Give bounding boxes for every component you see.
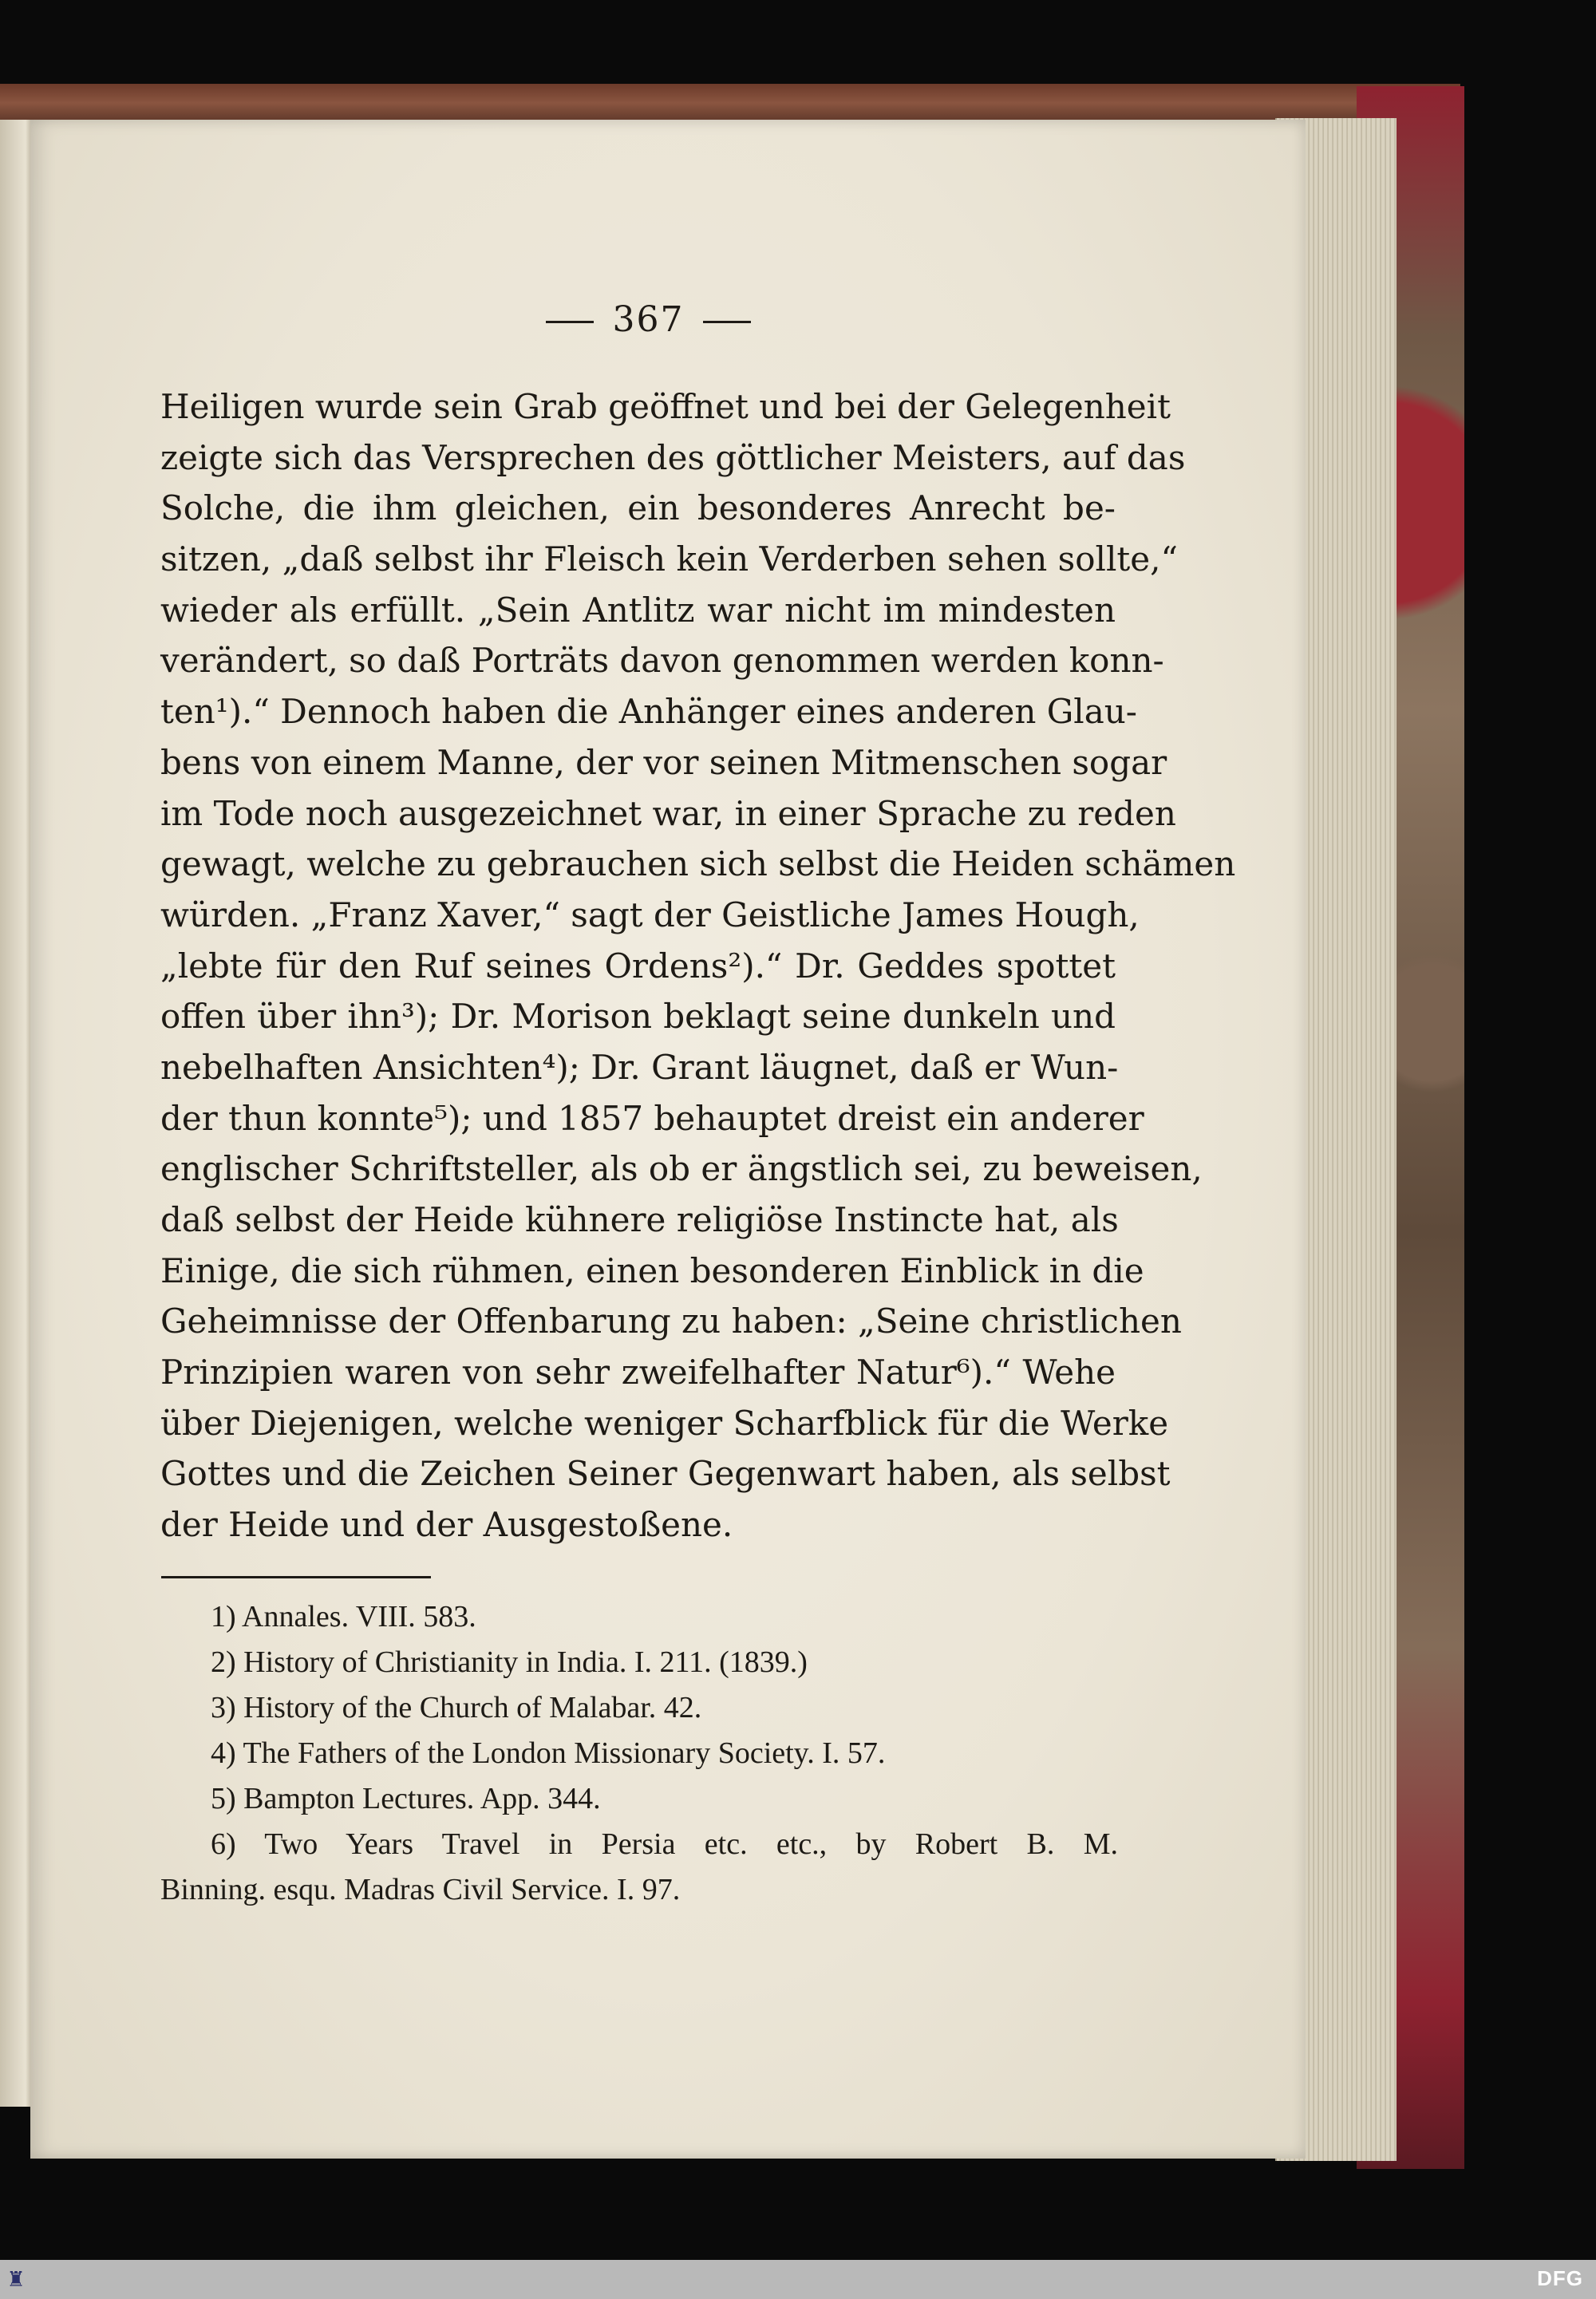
body-line: Prinzipien waren von sehr zweifelhafter Natur⁶).“ Wehe [160, 1353, 1116, 1392]
body-line: daß selbst der Heide kühnere religiöse Instincte hat, als [160, 1200, 1119, 1239]
body-line: gewagt, welche zu gebrauchen sich selbst die Heiden schämen [160, 844, 1236, 884]
body-line: würden. „Franz Xaver,“ sagt der Geistliche James Hough, [160, 895, 1140, 934]
body-text [160, 381, 1236, 1550]
book-page [30, 120, 1306, 2159]
body-line: Einige, die sich rühmen, einen besonderen Einblick in die [160, 1250, 1144, 1290]
body-line: offen über ihn³); Dr. Morison beklagt seine dunkeln und [160, 997, 1116, 1037]
footnote-6-continued: Binning. esqu. Madras Civil Service. I. 97. [160, 1873, 681, 1906]
body-line: nebelhaften Ansichten⁴); Dr. Grant läugnet, daß er Wun- [160, 1047, 1119, 1087]
footnote-1: 1) Annales. VIII. 583. [211, 1600, 476, 1633]
footnote-3: 3) History of the Church of Malabar. 42. [211, 1691, 702, 1724]
body-line: wieder als erfüllt. „Sein Antlitz war nicht im mindesten [160, 590, 1116, 630]
body-line: bens von einem Manne, der vor seinen Mitmenschen sogar [160, 742, 1167, 782]
page-number-dash-right [703, 321, 751, 323]
footnotes [160, 1594, 1118, 1913]
body-line: ten¹).“ Dennoch haben die Anhänger eines anderen Glau- [160, 692, 1137, 732]
body-line: verändert, so daß Porträts davon genommen werden konn- [160, 641, 1164, 681]
footnote-5: 5) Bampton Lectures. App. 344. [211, 1782, 601, 1815]
footnote-2: 2) History of Christianity in India. I. 211. (1839.) [211, 1645, 808, 1679]
footnote-4: 4) The Fathers of the London Missionary Society. I. 57. [211, 1736, 886, 1770]
body-line: „lebte für den Ruf seines Ordens²).“ Dr. Geddes spottet [160, 946, 1116, 986]
body-line: englischer Schriftsteller, als ob er ängstlich sei, zu beweisen, [160, 1149, 1203, 1189]
page-number-dash-left [546, 321, 594, 323]
page-number-value: 367 [612, 299, 685, 340]
library-seal-icon: ♜ [6, 2268, 26, 2292]
body-line: Heiligen wurde sein Grab geöffnet und bei der Gelegenheit [160, 387, 1171, 426]
body-line: zeigte sich das Versprechen des göttlicher Meisters, auf das [160, 437, 1186, 477]
body-line: im Tode noch ausgezeichnet war, in einer Sprache zu reden [160, 793, 1176, 833]
body-line: sitzen, „daß selbst ihr Fleisch kein Verderben sehen sollte,“ [160, 539, 1178, 579]
body-line: der Heide und der Ausgestoßene. [160, 1505, 733, 1545]
body-line: über Diejenigen, welche weniger Scharfblick für die Werke [160, 1403, 1169, 1443]
facing-page-edge [0, 120, 32, 2107]
footnote-separator [161, 1576, 431, 1578]
body-line: Solche, die ihm gleichen, ein besonderes Anrecht be- [160, 488, 1116, 528]
viewer-bottom-bar [0, 2260, 1596, 2299]
dfg-logo: DFG [1537, 2266, 1583, 2290]
footnote-6: 6) Two Years Travel in Persia etc. etc., by Robert B. M. [211, 1827, 1118, 1861]
body-line: der thun konnte⁵); und 1857 behauptet dreist ein anderer [160, 1098, 1144, 1138]
body-line: Gottes und die Zeichen Seiner Gegenwart haben, als selbst [160, 1454, 1171, 1494]
page-number [30, 299, 1266, 340]
body-line: Geheimnisse der Offenbarung zu haben: „Seine christlichen [160, 1302, 1182, 1341]
